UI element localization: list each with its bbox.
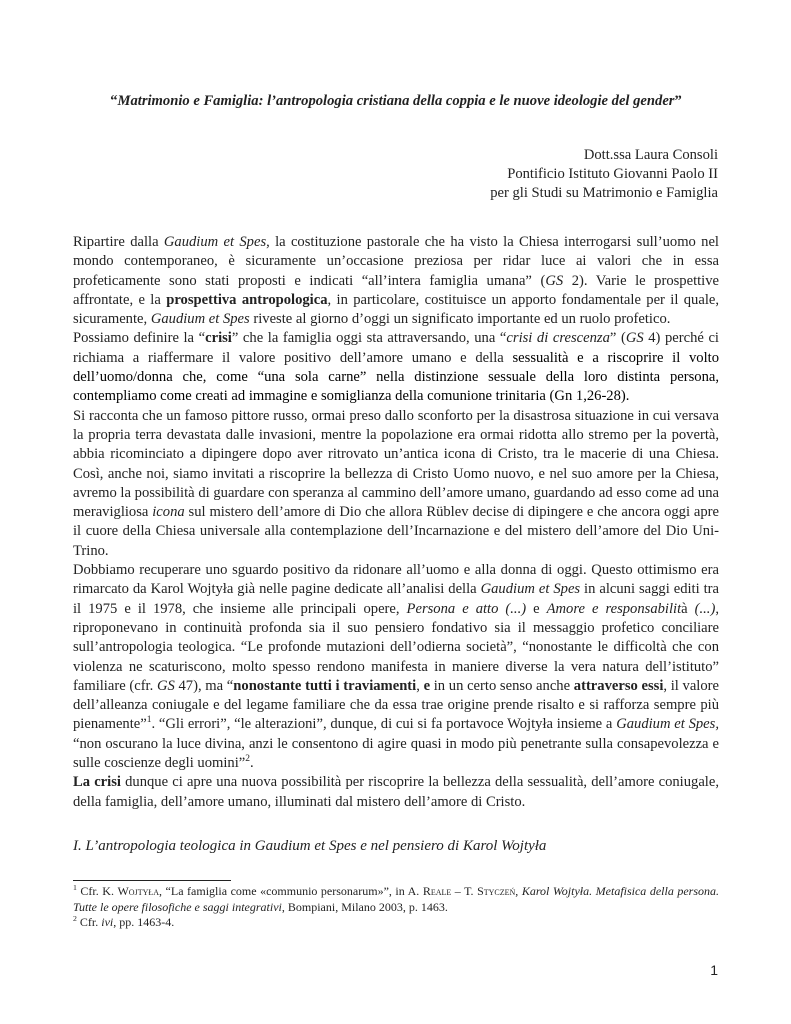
p4-text: e — [526, 600, 547, 617]
paragraph-2 — [73, 329, 719, 406]
p4-bold: nonostante tutti i traviamenti — [233, 677, 417, 694]
p4-text: . “Gli errori”, “le alterazioni”, dunque, di cui si fa portavoce Wojtyła insieme a — [151, 716, 617, 733]
fn1-smallcaps: Styczeń — [477, 884, 516, 898]
p4-text: , il valore dell’alleanza coniugale e del legame familiare che da essa trae origine prende risalto e si rafforza sempre più pienamente” — [73, 677, 719, 733]
p1-italic: Gaudium et Spes — [150, 311, 250, 328]
p1-text: Ripartire dalla — [73, 234, 164, 250]
p1-italic: GS — [545, 272, 564, 289]
p1-text: riveste al giorno d’oggi un significato importante ed un ruolo profetico. — [249, 311, 671, 328]
p4-text: “non oscurano la luce divina, anzi le consentono di agire quasi in modo più penetrante sulla consapevolezza e sulle coscienze degli uomini” — [73, 735, 719, 772]
p1-bold: prospettiva antropologica — [166, 291, 328, 308]
p4-italic: Persona e atto (...) — [406, 600, 527, 617]
p1-text: , in particolare, costituisce un apporto fondamentale per il quale, sicuramente, — [73, 291, 720, 328]
fn1-text: Cfr. K. — [76, 884, 118, 898]
p5-bold: La crisi — [73, 774, 121, 791]
p2-text: ” che la famiglia oggi sta attraversando, una “ — [231, 330, 507, 347]
p2-bold: crisi — [205, 330, 232, 347]
fn2-text: Cfr. — [76, 915, 102, 929]
author-affiliation-line-1: Pontificio Istituto Giovanni Paolo II — [507, 166, 718, 182]
document-title — [73, 92, 719, 111]
footnote-1-number: 1 — [73, 883, 77, 892]
p1-text: , la costituzione pastorale che ha visto la Chiesa interrogarsi sull’uomo nel mondo contemporaneo, è sicuramente un’occasione preziosa per ridar luce ai valori che in essa profeticamente sono stati proposti e indicati “all’intera famiglia umana” ( — [73, 234, 719, 289]
fn2-italic: ivi — [101, 915, 114, 929]
fn1-italic: Karol Wojtyła. Metafisica della persona. Tutte le opere filosofiche e saggi integrativi — [73, 884, 720, 914]
footnote-2-number: 2 — [73, 914, 77, 923]
fn1-smallcaps: Reale — [422, 884, 452, 898]
fn2-text: , pp. 1463-4. — [113, 915, 175, 929]
author-name: Dott.ssa Laura Consoli — [583, 147, 718, 163]
paragraph-1 — [73, 233, 719, 329]
footnote-1 — [73, 884, 719, 915]
title-text: Matrimonio e Famiglia: l’antropologia cristiana della coppia e le nuove ideologie del gender — [117, 93, 675, 109]
paragraph-4 — [73, 561, 719, 773]
p4-italic: GS — [156, 677, 175, 694]
paragraph-5 — [73, 773, 719, 812]
author-block — [490, 146, 718, 203]
p2-italic: crisi di crescenza — [506, 330, 610, 347]
p4-text: à — [681, 600, 688, 617]
p4-bold: e — [423, 677, 431, 694]
p3-text: sul mistero dell’amore di Dio che allora Rüblev decise di dipingere e che ancora oggi apre il cuore della Chiesa universale alla contemplazione dell’Incarnazione e del mistero dell’amore del Dio Uni-Trino. — [73, 504, 719, 559]
p4-text: . — [249, 755, 254, 772]
page-number: 1 — [710, 962, 718, 978]
fn1-text: , — [515, 884, 522, 898]
p4-italic: (...) — [687, 600, 716, 617]
p2-text: 4) perché ci richiama a riaffermare il valore positivo dell’amore umano e della — [73, 330, 719, 366]
title-open-quote: “ — [110, 93, 118, 109]
p2-text: Possiamo definire la “ — [73, 330, 206, 347]
p5-text: dunque ci apre una nuova possibilità per riscoprire la bellezza della sessualità, dell’amore coniugale, della famiglia, dell’amore umano, illuminati dal mistero dell’amore di Cristo. — [73, 774, 719, 810]
p4-italic: Gaudium et Spes, — [616, 716, 719, 733]
fn1-text: , Bompiani, Milano 2003, p. 1463. — [281, 899, 448, 914]
fn1-text: , “La famiglia come «communio personarum»”, in A. — [159, 884, 423, 898]
p2-italic: GS — [625, 330, 644, 347]
p2-text: ” ( — [609, 330, 626, 347]
p2-dark-text: sessualità e a riscoprire il volto dell’uomo/donna che, come “una sola carne” nella distinzione sessuale della loro distinta persona, contempliamo come creati ad immagine e somiglianza della comunione trinitaria (Gn 1,26-28). — [73, 349, 720, 405]
p1-italic: Gaudium et Spes — [163, 234, 267, 250]
fn1-smallcaps: Wojtyła — [117, 884, 160, 898]
p4-bold: attraverso essi — [573, 677, 664, 694]
p4-text: , — [416, 677, 424, 694]
footnote-ref-1[interactable]: 1 — [146, 715, 152, 726]
p4-text: in alcuni saggi editi tra il 1975 e il 1978, che insieme alle principali opere, — [73, 581, 720, 617]
p4-italic: Amore e responsabilit — [546, 600, 682, 617]
p4-text: , riproponevano in continuità profonda sia il suo pensiero fondativo sia il messaggio profetico conciliare sull’antropologia teologica. “Le profonde mutazioni dell’odierna società”, “nonostante le difficoltà che con violenza ne scaturiscono, molto spesso rendono manifesta in maniere diverse la vera natura dell’istituto” familiare (cfr. — [73, 600, 719, 694]
p4-italic: Gaudium et Spes — [480, 581, 581, 598]
p4-text: in un certo senso anche — [430, 677, 574, 694]
section-heading: I. L’antropologia teologica in Gaudium et Spes e nel pensiero di Karol Wojtyła — [73, 838, 547, 854]
fn1-text: – T. — [451, 884, 478, 898]
footnote-2 — [73, 915, 719, 931]
p4-text: Dobbiamo recuperare uno sguardo positivo da ridonare all’uomo e alla donna di oggi. Questo ottimismo era rimarcato da Karol Wojtyła già nelle pagine dedicate all’analisi della — [73, 562, 719, 598]
p1-text: 2). Varie le prospettive affrontate, e la — [73, 272, 720, 308]
p3-text: Si racconta che un famoso pittore russo, ormai preso dallo sconforto per la disastrosa situazione in cui versava la propria terra devastata dalle invasioni, mentre la popolazione era ormai ridotta allo stremo per la povertà, abbia ricominciato a dipingere dopo aver ritrovato un’antica icona di Cristo, tra le macerie di una Chiesa. Così, anche noi, siamo invitati a riscoprire la bellezza di Cristo Uomo nuovo, e nel suo amore per la Chiesa, avremo la possibilità di guardare con speranza al cammino dell’amore umano, guardando ad esso come ad una meravigliosa — [73, 407, 719, 521]
p4-text: 47), ma “ — [174, 677, 234, 694]
footnotes — [73, 884, 719, 931]
p3-italic: icona — [152, 504, 185, 521]
paragraph-3 — [73, 407, 719, 561]
title-close-quote: ” — [674, 93, 682, 109]
document-body — [73, 233, 719, 812]
footnote-ref-2[interactable]: 2 — [245, 754, 250, 765]
footnote-separator — [73, 880, 231, 881]
author-affiliation-line-2: per gli Studi su Matrimonio e Famiglia — [490, 185, 718, 201]
